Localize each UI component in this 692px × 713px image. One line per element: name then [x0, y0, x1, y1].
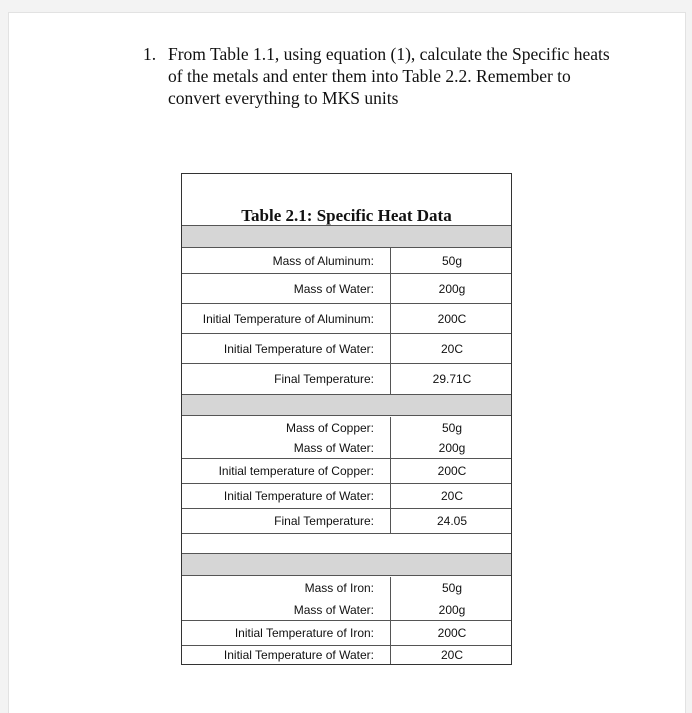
row-value: 200C — [390, 459, 513, 483]
section-divider — [182, 553, 511, 576]
table-row — [182, 509, 511, 534]
row-value: 200C — [390, 621, 513, 645]
row-value: 50g — [390, 577, 513, 599]
row-value: 29.71C — [390, 364, 513, 394]
specific-heat-table — [181, 173, 512, 665]
table-row — [182, 621, 511, 646]
table-row — [182, 334, 511, 364]
row-label: Final Temperature: — [274, 514, 374, 528]
row-label: Initial temperature of Copper: — [218, 464, 374, 478]
document-page — [8, 12, 686, 713]
table-row — [182, 599, 511, 621]
row-label: Initial Temperature of Water: — [223, 341, 374, 356]
question-text: From Table 1.1, using equation (1), calculate the Specific heats of the metals and enter them into Table 2.2. Remember to convert everything to MKS units — [168, 44, 610, 108]
section-divider — [182, 394, 511, 416]
row-label: Final Temperature: — [274, 372, 374, 386]
row-value: 20C — [390, 646, 513, 664]
row-label: Initial Temperature of Water: — [223, 489, 374, 503]
table-row — [182, 577, 511, 599]
row-value: 200g — [390, 599, 513, 620]
row-label: Mass of Iron: — [304, 581, 374, 595]
table-row — [182, 304, 511, 334]
table-row — [182, 646, 511, 664]
row-label: Initial Temperature of Iron: — [234, 626, 374, 640]
row-value: 20C — [390, 484, 513, 508]
table-row — [182, 274, 511, 304]
table-row — [182, 484, 511, 509]
row-value: 50g — [390, 417, 513, 438]
row-label: Mass of Aluminum: — [272, 253, 374, 268]
table-row — [182, 248, 511, 274]
row-label: Initial Temperature of Aluminum: — [202, 311, 374, 326]
section-divider — [182, 225, 511, 248]
row-label: Initial Temperature of Water: — [223, 648, 374, 662]
row-value: 24.05 — [390, 509, 513, 533]
row-value: 20C — [390, 334, 513, 363]
table-title: Table 2.1: Specific Heat Data — [241, 206, 452, 225]
row-value: 50g — [390, 248, 513, 273]
question-number: 1. — [143, 44, 157, 64]
table-row — [182, 459, 511, 484]
row-label: Mass of Water: — [293, 602, 374, 617]
row-value: 200g — [390, 438, 513, 458]
table-row — [182, 417, 511, 438]
table-row — [182, 438, 511, 459]
question-1 — [143, 43, 623, 109]
row-label: Mass of Water: — [293, 441, 374, 455]
row-label: Mass of Copper: — [285, 420, 374, 435]
row-value: 200g — [390, 274, 513, 303]
row-label: Mass of Water: — [293, 281, 374, 296]
row-value: 200C — [390, 304, 513, 333]
table-row — [182, 364, 511, 394]
